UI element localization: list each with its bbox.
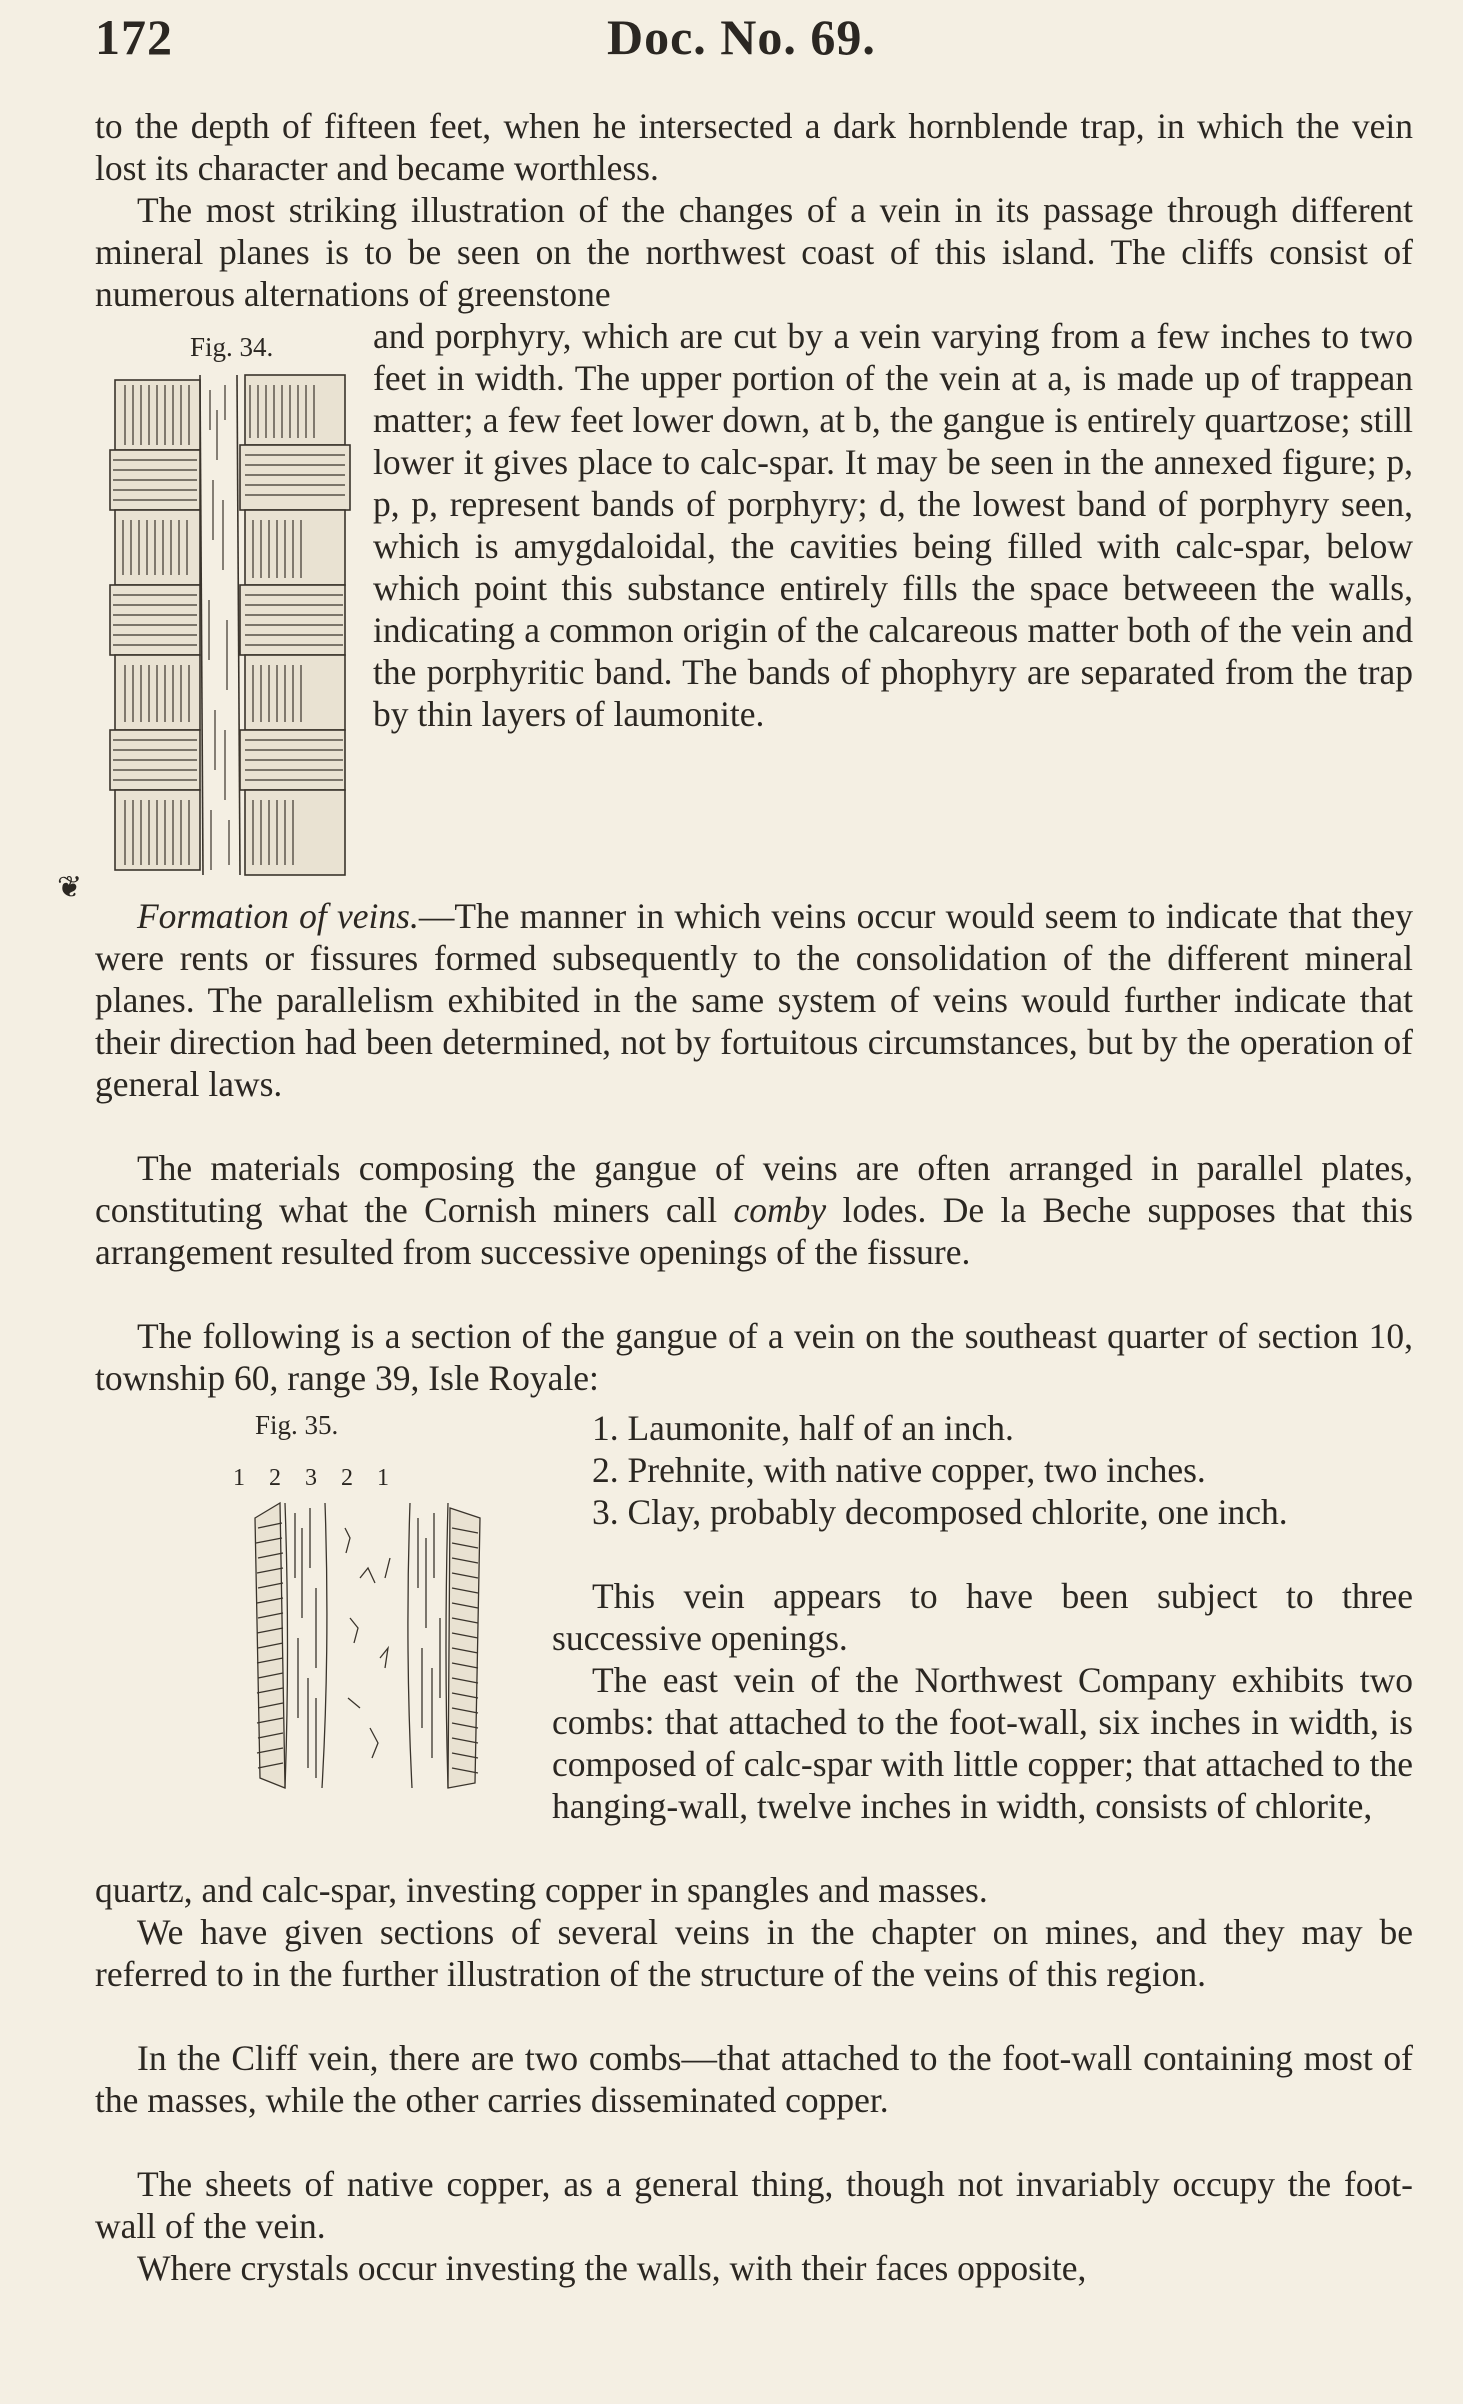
gangue-italic-term: comby — [733, 1190, 827, 1230]
figure-35-caption: Fig. 35. — [255, 1410, 339, 1440]
paragraph-gangue — [95, 1147, 1413, 1273]
paragraph-quartz: quartz, and calc-spar, investing copper in spangles and masses. — [95, 1870, 988, 1910]
figure-34 — [105, 330, 365, 885]
figure-35-band-numbers: 1 2 3 2 1 — [233, 1465, 389, 1491]
paragraph-depth: to the depth of fifteen feet, when he intersected a dark hornblende trap, in which the vein lost its character and became worthless. — [95, 106, 1413, 188]
page-number: 172 — [95, 9, 173, 65]
legend-item-clay — [552, 1491, 1413, 1533]
paragraph-sections-chapter: We have given sections of several veins in the chapter on mines, and they may be referred to in the further illustration of the structure of the veins of this region. — [95, 1912, 1413, 1994]
figure-34-caption: Fig. 34. — [190, 332, 274, 362]
paragraph-section: The following is a section of the gangue of a vein on the southeast quarter of section 10, township 60, range 39, Isle Royale: — [95, 1316, 1413, 1398]
legend-item-prehnite: 2. Prehnite, with native copper, two inches. — [592, 1450, 1206, 1490]
formation-text: —The manner in which veins occur would seem to indicate that they were rents or fissures formed subsequently to the consolidation of the different mineral planes. The parallelism exhibited in the same system of veins would further indicate that their direction had been determined, not by fortuitous circumstances, but by the operation of general laws. — [95, 896, 1414, 1104]
paragraph-sheets-copper: The sheets of native copper, as a general thing, though not invariably occupy the foot-wall of the vein. — [95, 2164, 1413, 2246]
legend-item-clay-text: 3. Clay, probably decomposed chlorite, one inch. — [592, 1492, 1288, 1532]
legend-item-laumonite: 1. Laumonite, half of an inch. — [592, 1408, 1014, 1448]
margin-mark: ❦ — [57, 871, 83, 904]
paragraph-crystals: Where crystals occur investing the walls, with their faces opposite, — [137, 2248, 1087, 2288]
paragraph-cliff-vein: In the Cliff vein, there are two combs—that attached to the foot-wall containing most of the masses, while the other carries disseminated copper. — [95, 2038, 1413, 2120]
running-head: Doc. No. 69. — [607, 9, 876, 65]
figure-35-vein-section — [250, 1498, 490, 1798]
paragraph-striking-illustration: The most striking illustration of the changes of a vein in its passage through different mineral planes is to be seen on the northwest coast of this island. The cliffs consist of numerous alternations of greenstone — [95, 190, 1413, 314]
gangue-text-2: lodes. De la Beche supposes that this arrangement resulted from successive openings of the fissure. — [95, 1190, 1414, 1272]
figure-34-vein-illustration — [105, 370, 365, 880]
paragraph-three-openings: This vein appears to have been subject to three successive openings. — [552, 1576, 1413, 1658]
gangue-text-1: The materials composing the gangue of veins are often arranged in parallel plates, constituting what the Cornish miners call — [95, 1148, 1413, 1230]
figure-35-legend — [552, 1407, 1413, 1533]
paragraph-east-vein: The east vein of the Northwest Company exhibits two combs: that attached to the foot-wall, six inches in width, is composed of calc-spar with little copper; that attached to the hanging-wall, twelve inches in width, consists of chlorite, — [552, 1660, 1413, 1826]
formation-heading: Formation of veins. — [137, 896, 419, 936]
figure-34-description: and porphyry, which are cut by a vein varying from a few inches to two feet in width. The upper portion of the vein at a, is made up of trappean matter; a few feet lower down, at b, the gangue is entirely quartzose; still lower it gives place to calc-spar. It may be seen in the annexed figure; p, p, p, represent bands of porphyry; d, the lowest band of porphyry seen, which is amygdaloidal, the cavities being filled with calc-spar, below which point this substance entirely fills the space betweeen the walls, indicating a common origin of the calcareous matter both of the vein and the porphyritic band. The bands of phophyry are separated from the trap by thin layers of laumonite. — [373, 316, 1413, 734]
page-header — [95, 8, 1413, 78]
figure-35 — [155, 1410, 595, 1810]
document-page — [57, 0, 1414, 2404]
paragraph-formation-of-veins — [95, 895, 1413, 1105]
